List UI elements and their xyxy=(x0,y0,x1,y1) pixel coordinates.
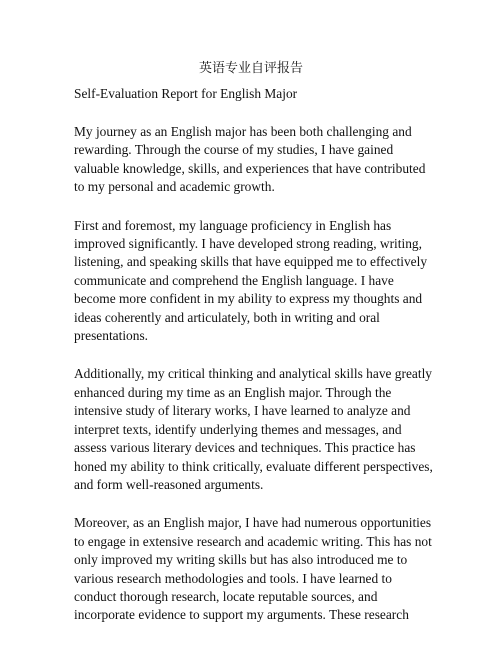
paragraph-3 xyxy=(74,365,434,494)
text-line: My journey as an English major has been both challenging and xyxy=(74,124,412,139)
paragraph-2 xyxy=(74,217,434,346)
paragraph-4 xyxy=(74,514,434,624)
text-line: only improved my writing skills but has also introduced me to xyxy=(74,552,408,568)
text-line: ideas coherently and articulately, both in writing and oral xyxy=(74,309,380,325)
text-line: communicate and comprehend the English language. I have xyxy=(74,272,394,288)
text-line: to my personal and academic growth. xyxy=(74,179,275,195)
text-line: become more confident in my ability to express my thoughts and xyxy=(74,291,423,307)
document-subtitle: Self-Evaluation Report for English Major xyxy=(74,86,298,101)
text-line: Moreover, as an English major, I have had numerous opportunities xyxy=(74,515,432,531)
paragraph-1 xyxy=(74,123,434,197)
text-line: presentations. xyxy=(74,328,149,344)
text-line: listening, and speaking skills that have equipped me to effectively xyxy=(74,254,428,270)
text-line: valuable knowledge, skills, and experiences that have contributed xyxy=(74,160,426,176)
text-line: assess various literary devices and techniques. This practice has xyxy=(74,440,416,456)
text-line: improved significantly. I have developed strong reading, writing, xyxy=(74,236,422,252)
text-line: and form well-reasoned arguments. xyxy=(74,476,264,492)
text-line: conduct thorough research, locate reputable sources, and xyxy=(74,588,378,604)
text-line: Additionally, my critical thinking and analytical skills have greatly xyxy=(74,366,432,382)
document-body xyxy=(74,123,434,645)
text-line: rewarding. Through the course of my studies, I have gained xyxy=(74,142,394,158)
text-line: various research methodologies and tools. I have learned to xyxy=(74,570,392,586)
text-line: First and foremost, my language proficiency in English has xyxy=(74,217,392,233)
text-line: to engage in extensive research and academic writing. This has not xyxy=(74,533,432,549)
text-line: honed my ability to think critically, evaluate different perspectives, xyxy=(74,458,433,474)
text-line: enhanced during my time as an English major. Through the xyxy=(74,384,392,400)
text-line: incorporate evidence to support my arguments. These research xyxy=(74,607,409,623)
text-line: intensive study of literary works, I have learned to analyze and xyxy=(74,403,411,419)
document-title: 英语专业自评报告 xyxy=(198,61,303,76)
text-line: interpret texts, identify underlying themes and messages, and xyxy=(74,421,402,437)
